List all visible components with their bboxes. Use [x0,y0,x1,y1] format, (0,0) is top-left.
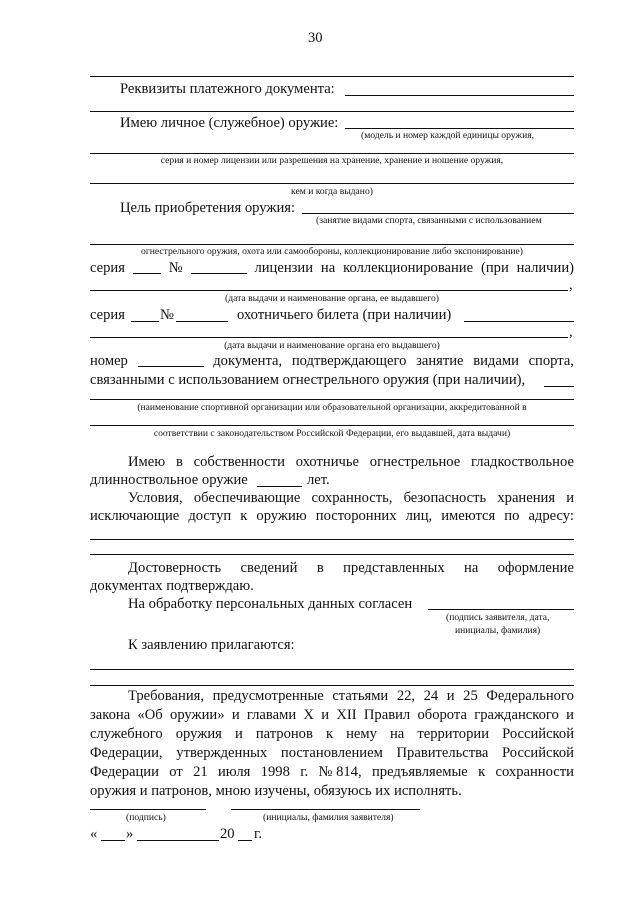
word: главами [246,707,297,723]
word: подтверждающего [291,353,407,369]
sport-org-field-2[interactable] [90,424,574,426]
word: серия [90,260,125,276]
word: в [316,560,324,576]
date-close-quote: » [126,826,134,842]
hunt-no-label: № [160,307,174,323]
purpose-field[interactable] [302,212,574,214]
word: XII [336,707,357,723]
word: № 814, [318,764,362,780]
attach-field-1[interactable] [90,668,574,670]
date-year-suffix: г. [254,826,262,842]
hint-sport-1: (наименование спортивной организации или образовательной организации, аккредитованной в [137,402,527,413]
hint-license: серия и номер лицензии или разрешения на хранение, хранение и ношение оружия, [160,155,504,166]
date-year-prefix: 20 [220,826,235,842]
collect-number-field[interactable] [191,259,247,274]
signature-field[interactable] [90,808,206,810]
date-month-field[interactable] [137,839,219,841]
word: Требования, [128,688,205,704]
collect-license-line [90,259,574,277]
word: номер [90,353,128,369]
payment-field[interactable] [345,94,574,96]
page-number: 30 [308,30,323,46]
word: на [320,260,336,276]
address-field-2[interactable] [90,553,574,555]
collect-series-field[interactable] [133,259,161,274]
word: оружии» [170,707,225,723]
attach-field-2[interactable] [90,684,574,686]
word: и [321,707,330,723]
hint-purpose-2: огнестрельного оружия, охота или самообороны, коллекционирование либо экспонирование) [141,246,523,257]
word: оформление [497,560,574,576]
rule-payment-2 [90,110,574,112]
word: имеются [441,508,496,524]
sport-doc-line-2: связанными с использованием огнестрельного оружия (при наличии), [90,372,526,388]
word: закона [90,707,131,723]
own-weapon-line-1 [128,453,574,471]
word: Федерации [90,764,159,780]
word: коллекционирование [343,260,474,276]
word: гражданского [474,707,559,723]
hint-initials: (инициалы, фамилия заявителя) [263,812,394,823]
word: огнестрельное [369,454,461,470]
word: патронов [255,726,313,742]
word: Федерации, [90,745,163,761]
word: оборота [417,707,467,723]
word: июля [217,764,251,780]
trust-line-2: документах подтверждаю. [90,578,254,594]
word: обеспечивающие [193,490,301,506]
hint-sport-2: соответствии с законодательством Российской Федерации, его выдавшей, дата выдачи) [153,428,511,439]
hint-model: (модель и номер каждой единицы оружия, [361,130,535,141]
word: постановлением [280,745,383,761]
word: к [240,508,248,524]
word: статьями [332,688,389,704]
word: охотничье [295,454,359,470]
word: документа, [213,353,283,369]
word: видами [473,353,519,369]
date-year-field[interactable] [238,839,252,841]
word: безопасность [403,490,487,506]
word: собственности [193,454,285,470]
word: Российской [502,726,574,742]
word: предъявляемые [371,764,468,780]
word: и [566,707,574,723]
word: и [231,707,240,723]
word: лицензии [254,260,314,276]
collect-details-field[interactable] [90,289,568,291]
word: 22, [396,688,416,704]
sport-doc-line-1 [90,352,574,370]
hunt-series-field[interactable] [131,320,159,322]
consent-label: На обработку персональных данных согласен [128,596,413,612]
word: Достоверность [128,560,222,576]
purpose-label: Цель приобретения оружия: [120,200,296,216]
hint-issued: кем и когда выдано) [291,186,373,197]
weapon-field[interactable] [345,127,574,129]
hunt-text: охотничьего билета (при наличии) [237,307,452,323]
word: занятие [416,353,464,369]
word: служебного [90,726,163,742]
comma: , [569,277,573,293]
attach-label: К заявлению прилагаются: [128,637,295,653]
hunt-details-field-1[interactable] [464,320,574,322]
rule-purpose-2 [90,243,574,245]
word: хранения [497,490,556,506]
word: оружия [175,726,222,742]
date-day-field[interactable] [101,839,125,841]
req-line-1 [128,687,574,705]
consent-signature-field[interactable] [428,608,574,610]
word: предусмотренные [212,688,324,704]
rule-top [90,75,574,77]
hint-date-org: (дата выдачи и наименование органа, ее выдавшего) [225,293,439,304]
hint-date-org-2: (дата выдачи и наименование органа его выдавшего) [224,340,440,351]
hint-sign-1: (подпись заявителя, дата, [446,612,550,623]
word: на [464,560,479,576]
sport-org-field[interactable] [90,398,574,400]
word: Правил [363,707,411,723]
word: Правительства [396,745,489,761]
date-open-quote: « [90,826,98,842]
word: от [169,764,183,780]
word: лиц, [405,508,433,524]
req-line-6: оружия и патронов, мною изучены, обязуюсь их исполнять. [90,783,462,799]
conditions-line-2 [90,507,574,525]
sport-number-field[interactable] [138,352,204,367]
word: посторонних [315,508,397,524]
word: № [168,260,183,276]
word: гладкоствольное [471,454,574,470]
hunt-details-field-2[interactable] [90,336,568,338]
word: и [566,490,574,506]
sport-doc-field-end[interactable] [544,385,574,387]
req-line-4 [90,744,574,762]
req-line-5 [90,763,574,781]
payment-label: Реквизиты платежного документа: [120,81,335,97]
word: на [389,726,405,742]
word: 24 [423,688,439,704]
word: нему [346,726,377,742]
trust-line-1 [128,559,574,577]
own-weapon-line-2b: лет. [307,472,330,488]
word: 21 [193,764,208,780]
word: Имею [128,454,166,470]
hint-purpose-1: (занятие видами спорта, связанными с использованием [316,215,542,226]
initials-field[interactable] [231,808,420,810]
req-line-3 [90,725,574,743]
word: оружию [256,508,307,524]
hunt-series-label: серия [90,307,125,323]
word: X [303,707,314,723]
word: сохранности [495,764,574,780]
conditions-line-1 [128,489,574,507]
rule-weapon-2 [90,152,574,154]
hunt-number-field[interactable] [176,320,228,322]
word: спорта, [528,353,574,369]
word: к [325,726,334,742]
word: адресу: [528,508,574,524]
word: доступ [188,508,232,524]
word: к [478,764,486,780]
weapon-label: Имею личное (служебное) оружие: [120,115,339,131]
hint-sign-2: инициалы, фамилия) [455,625,541,636]
hint-signature: (подпись) [126,812,166,823]
comma: , [569,324,573,340]
word: исключающие [90,508,180,524]
word: и [446,688,455,704]
word: в [175,454,183,470]
word: наличии) [516,260,574,276]
word: Российской [502,745,574,761]
word: сведений [240,560,298,576]
word: утвержденных [176,745,268,761]
word: 1998 [260,764,290,780]
word: г. [300,764,309,780]
word: Условия, [128,490,183,506]
rule-weapon-3 [90,182,574,184]
word: (при [481,260,509,276]
own-weapon-line-2a: длинноствольное оружие [90,472,248,488]
word: «Об [137,707,163,723]
word: и [234,726,243,742]
word: сохранность, [311,490,393,506]
word: Федерального [486,688,574,704]
word: территории [417,726,490,742]
own-years-field[interactable] [257,485,302,487]
word: по [504,508,520,524]
address-field-1[interactable] [90,538,574,540]
word: представленных [343,560,445,576]
req-line-2 [90,706,574,724]
word: 25 [463,688,478,704]
